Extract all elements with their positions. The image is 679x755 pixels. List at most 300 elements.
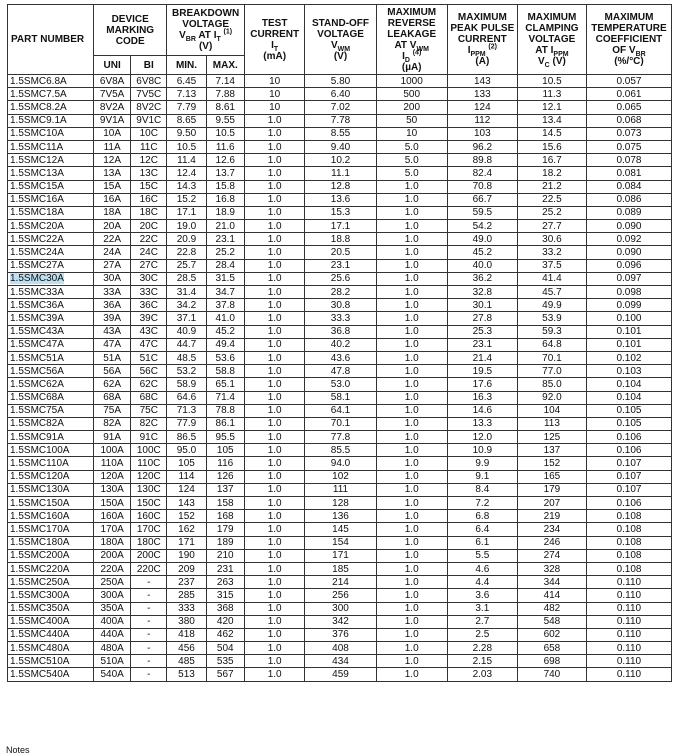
cell-breakdown-max: 71.4	[206, 391, 244, 404]
cell-standoff-voltage: 145	[305, 523, 376, 536]
cell-peak-pulse-current: 30.1	[447, 299, 517, 312]
cell-peak-pulse-current: 2.7	[447, 615, 517, 628]
cell-clamping-voltage: 77.0	[517, 365, 586, 378]
cell-breakdown-min: 25.7	[167, 259, 206, 272]
cell-peak-pulse-current: 6.4	[447, 523, 517, 536]
cell-peak-pulse-current: 66.7	[447, 193, 517, 206]
cell-temperature-coefficient: 0.108	[586, 536, 671, 549]
cell-breakdown-min: 7.13	[167, 88, 206, 101]
cell-standoff-voltage: 128	[305, 497, 376, 510]
cell-peak-pulse-current: 59.5	[447, 206, 517, 219]
table-row	[8, 75, 672, 88]
cell-breakdown-max: 10.5	[206, 127, 244, 140]
cell-part-number: 1.5SMC100A	[8, 444, 94, 457]
cell-breakdown-min: 40.9	[167, 325, 206, 338]
cell-test-current: 1.0	[244, 655, 305, 668]
cell-part-number: 1.5SMC10A	[8, 127, 94, 140]
cell-peak-pulse-current: 8.4	[447, 483, 517, 496]
cell-temperature-coefficient: 0.068	[586, 114, 671, 127]
cell-temperature-coefficient: 0.107	[586, 483, 671, 496]
header-uni: UNI	[94, 56, 131, 75]
cell-reverse-leakage: 1.0	[376, 246, 447, 259]
cell-breakdown-min: 44.7	[167, 338, 206, 351]
cell-test-current: 1.0	[244, 325, 305, 338]
cell-temperature-coefficient: 0.078	[586, 154, 671, 167]
cell-marking-bi: 160C	[131, 510, 167, 523]
table-row	[8, 668, 672, 681]
cell-marking-bi: 6V8C	[131, 75, 167, 88]
cell-temperature-coefficient: 0.106	[586, 431, 671, 444]
cell-test-current: 1.0	[244, 642, 305, 655]
cell-standoff-voltage: 33.3	[305, 312, 376, 325]
cell-standoff-voltage: 23.1	[305, 259, 376, 272]
cell-temperature-coefficient: 0.089	[586, 206, 671, 219]
cell-breakdown-max: 179	[206, 523, 244, 536]
cell-test-current: 1.0	[244, 470, 305, 483]
cell-standoff-voltage: 111	[305, 483, 376, 496]
cell-marking-uni: 82A	[94, 417, 131, 430]
cell-peak-pulse-current: 10.9	[447, 444, 517, 457]
cell-test-current: 1.0	[244, 154, 305, 167]
cell-test-current: 1.0	[244, 628, 305, 641]
cell-marking-bi: 150C	[131, 497, 167, 510]
cell-clamping-voltage: 27.7	[517, 220, 586, 233]
cell-clamping-voltage: 85.0	[517, 378, 586, 391]
cell-peak-pulse-current: 16.3	[447, 391, 517, 404]
cell-breakdown-min: 19.0	[167, 220, 206, 233]
table-row	[8, 88, 672, 101]
cell-clamping-voltage: 274	[517, 549, 586, 562]
cell-clamping-voltage: 37.5	[517, 259, 586, 272]
cell-temperature-coefficient: 0.107	[586, 457, 671, 470]
table-row	[8, 101, 672, 114]
cell-marking-bi: 33C	[131, 286, 167, 299]
table-row	[8, 497, 672, 510]
cell-reverse-leakage: 1.0	[376, 510, 447, 523]
cell-clamping-voltage: 22.5	[517, 193, 586, 206]
cell-peak-pulse-current: 7.2	[447, 497, 517, 510]
cell-reverse-leakage: 1.0	[376, 233, 447, 246]
cell-test-current: 1.0	[244, 220, 305, 233]
table-row	[8, 127, 672, 140]
cell-breakdown-min: 77.9	[167, 417, 206, 430]
cell-test-current: 1.0	[244, 338, 305, 351]
cell-reverse-leakage: 1.0	[376, 668, 447, 681]
cell-breakdown-max: 49.4	[206, 338, 244, 351]
cell-peak-pulse-current: 5.5	[447, 549, 517, 562]
cell-temperature-coefficient: 0.075	[586, 140, 671, 153]
cell-reverse-leakage: 1.0	[376, 628, 447, 641]
cell-clamping-voltage: 219	[517, 510, 586, 523]
cell-standoff-voltage: 376	[305, 628, 376, 641]
cell-marking-uni: 10A	[94, 127, 131, 140]
cell-marking-bi: -	[131, 615, 167, 628]
table-row	[8, 431, 672, 444]
cell-standoff-voltage: 6.40	[305, 88, 376, 101]
cell-clamping-voltage: 18.2	[517, 167, 586, 180]
cell-part-number: 1.5SMC480A	[8, 642, 94, 655]
cell-part-number: 1.5SMC180A	[8, 536, 94, 549]
cell-standoff-voltage: 12.8	[305, 180, 376, 193]
cell-reverse-leakage: 1.0	[376, 325, 447, 338]
cell-peak-pulse-current: 32.8	[447, 286, 517, 299]
cell-clamping-voltage: 12.1	[517, 101, 586, 114]
header-test-current: TEST CURRENT $I_T$ (mA)	[244, 5, 305, 75]
cell-test-current: 1.0	[244, 483, 305, 496]
header-clamping-voltage: MAXIMUM CLAMPING VOLTAGE AT $I_{PPM}$ $V_C$ (V)	[517, 5, 586, 75]
cell-standoff-voltage: 7.78	[305, 114, 376, 127]
table-row	[8, 457, 672, 470]
cell-standoff-voltage: 53.0	[305, 378, 376, 391]
cell-clamping-voltage: 49.9	[517, 299, 586, 312]
cell-breakdown-min: 37.1	[167, 312, 206, 325]
cell-breakdown-max: 58.8	[206, 365, 244, 378]
cell-marking-uni: 400A	[94, 615, 131, 628]
cell-test-current: 10	[244, 88, 305, 101]
cell-part-number: 1.5SMC120A	[8, 470, 94, 483]
cell-part-number: 1.5SMC400A	[8, 615, 94, 628]
cell-breakdown-min: 8.65	[167, 114, 206, 127]
cell-standoff-voltage: 8.55	[305, 127, 376, 140]
cell-breakdown-min: 17.1	[167, 206, 206, 219]
cell-clamping-voltage: 125	[517, 431, 586, 444]
cell-test-current: 1.0	[244, 206, 305, 219]
cell-clamping-voltage: 137	[517, 444, 586, 457]
cell-temperature-coefficient: 0.065	[586, 101, 671, 114]
table-row	[8, 417, 672, 430]
cell-test-current: 1.0	[244, 312, 305, 325]
cell-peak-pulse-current: 49.0	[447, 233, 517, 246]
cell-temperature-coefficient: 0.110	[586, 642, 671, 655]
cell-test-current: 1.0	[244, 167, 305, 180]
cell-breakdown-min: 28.5	[167, 272, 206, 285]
cell-temperature-coefficient: 0.099	[586, 299, 671, 312]
cell-peak-pulse-current: 40.0	[447, 259, 517, 272]
cell-clamping-voltage: 207	[517, 497, 586, 510]
cell-part-number: 1.5SMC220A	[8, 562, 94, 575]
cell-test-current: 1.0	[244, 286, 305, 299]
cell-peak-pulse-current: 54.2	[447, 220, 517, 233]
cell-breakdown-min: 15.2	[167, 193, 206, 206]
cell-marking-bi: 62C	[131, 378, 167, 391]
cell-temperature-coefficient: 0.104	[586, 391, 671, 404]
cell-part-number: 1.5SMC13A	[8, 167, 94, 180]
cell-peak-pulse-current: 2.03	[447, 668, 517, 681]
cell-reverse-leakage: 1.0	[376, 299, 447, 312]
cell-breakdown-max: 21.0	[206, 220, 244, 233]
cell-part-number: 1.5SMC22A	[8, 233, 94, 246]
cell-marking-uni: 510A	[94, 655, 131, 668]
cell-breakdown-min: 7.79	[167, 101, 206, 114]
cell-clamping-voltage: 602	[517, 628, 586, 641]
cell-peak-pulse-current: 2.28	[447, 642, 517, 655]
cell-standoff-voltage: 36.8	[305, 325, 376, 338]
cell-marking-uni: 75A	[94, 404, 131, 417]
cell-temperature-coefficient: 0.108	[586, 549, 671, 562]
cell-reverse-leakage: 500	[376, 88, 447, 101]
cell-test-current: 1.0	[244, 444, 305, 457]
cell-reverse-leakage: 1.0	[376, 497, 447, 510]
cell-part-number: 1.5SMC27A	[8, 259, 94, 272]
cell-standoff-voltage: 300	[305, 602, 376, 615]
cell-breakdown-max: 315	[206, 589, 244, 602]
cell-standoff-voltage: 85.5	[305, 444, 376, 457]
cell-marking-uni: 68A	[94, 391, 131, 404]
cell-peak-pulse-current: 13.3	[447, 417, 517, 430]
cell-breakdown-max: 12.6	[206, 154, 244, 167]
cell-reverse-leakage: 1.0	[376, 576, 447, 589]
cell-peak-pulse-current: 6.1	[447, 536, 517, 549]
cell-peak-pulse-current: 4.6	[447, 562, 517, 575]
cell-marking-bi: 51C	[131, 351, 167, 364]
cell-peak-pulse-current: 21.4	[447, 351, 517, 364]
cell-test-current: 1.0	[244, 404, 305, 417]
table-row	[8, 312, 672, 325]
cell-standoff-voltage: 11.1	[305, 167, 376, 180]
cell-peak-pulse-current: 3.6	[447, 589, 517, 602]
cell-breakdown-max: 65.1	[206, 378, 244, 391]
cell-breakdown-max: 210	[206, 549, 244, 562]
cell-standoff-voltage: 136	[305, 510, 376, 523]
cell-standoff-voltage: 77.8	[305, 431, 376, 444]
cell-breakdown-max: 28.4	[206, 259, 244, 272]
cell-breakdown-max: 53.6	[206, 351, 244, 364]
cell-temperature-coefficient: 0.110	[586, 589, 671, 602]
cell-breakdown-max: 535	[206, 655, 244, 668]
cell-test-current: 1.0	[244, 431, 305, 444]
cell-marking-bi: 91C	[131, 431, 167, 444]
cell-breakdown-min: 162	[167, 523, 206, 536]
table-row	[8, 220, 672, 233]
cell-temperature-coefficient: 0.110	[586, 628, 671, 641]
cell-reverse-leakage: 1.0	[376, 523, 447, 536]
cell-marking-uni: 130A	[94, 483, 131, 496]
cell-marking-bi: 13C	[131, 167, 167, 180]
cell-standoff-voltage: 28.2	[305, 286, 376, 299]
cell-test-current: 1.0	[244, 378, 305, 391]
cell-reverse-leakage: 1.0	[376, 483, 447, 496]
cell-breakdown-min: 171	[167, 536, 206, 549]
cell-marking-bi: 56C	[131, 365, 167, 378]
table-row	[8, 602, 672, 615]
cell-standoff-voltage: 7.02	[305, 101, 376, 114]
header-peak-pulse-current: MAXIMUM PEAK PULSE CURRENT $I_{PPM}$ $^{(2)}$ (A)	[447, 5, 517, 75]
cell-breakdown-max: 7.14	[206, 75, 244, 88]
cell-peak-pulse-current: 133	[447, 88, 517, 101]
cell-reverse-leakage: 5.0	[376, 140, 447, 153]
cell-clamping-voltage: 59.3	[517, 325, 586, 338]
cell-reverse-leakage: 1.0	[376, 589, 447, 602]
cell-marking-uni: 47A	[94, 338, 131, 351]
cell-breakdown-max: 567	[206, 668, 244, 681]
cell-reverse-leakage: 1.0	[376, 286, 447, 299]
cell-peak-pulse-current: 89.8	[447, 154, 517, 167]
cell-part-number: 1.5SMC82A	[8, 417, 94, 430]
header-standoff-voltage: STAND-OFF VOLTAGE $V_{WM}$ (V)	[305, 5, 376, 75]
cell-marking-uni: 8V2A	[94, 101, 131, 114]
cell-part-number: 1.5SMC9.1A	[8, 114, 94, 127]
cell-test-current: 10	[244, 101, 305, 114]
cell-peak-pulse-current: 143	[447, 75, 517, 88]
cell-breakdown-min: 48.5	[167, 351, 206, 364]
cell-part-number: 1.5SMC150A	[8, 497, 94, 510]
cell-marking-uni: 170A	[94, 523, 131, 536]
cell-part-number: 1.5SMC200A	[8, 549, 94, 562]
cell-marking-bi: 180C	[131, 536, 167, 549]
cell-test-current: 1.0	[244, 299, 305, 312]
table-row	[8, 378, 672, 391]
header-part-number: PART NUMBER	[8, 5, 94, 75]
cell-peak-pulse-current: 6.8	[447, 510, 517, 523]
cell-clamping-voltage: 658	[517, 642, 586, 655]
table-row	[8, 114, 672, 127]
cell-reverse-leakage: 200	[376, 101, 447, 114]
cell-breakdown-min: 10.5	[167, 140, 206, 153]
table-row	[8, 391, 672, 404]
cell-test-current: 1.0	[244, 180, 305, 193]
cell-breakdown-min: 11.4	[167, 154, 206, 167]
cell-test-current: 1.0	[244, 536, 305, 549]
cell-marking-uni: 110A	[94, 457, 131, 470]
cell-standoff-voltage: 20.5	[305, 246, 376, 259]
table-row	[8, 206, 672, 219]
cell-temperature-coefficient: 0.096	[586, 259, 671, 272]
cell-temperature-coefficient: 0.110	[586, 668, 671, 681]
cell-standoff-voltage: 17.1	[305, 220, 376, 233]
cell-temperature-coefficient: 0.098	[586, 286, 671, 299]
table-row	[8, 299, 672, 312]
cell-temperature-coefficient: 0.110	[586, 615, 671, 628]
cell-reverse-leakage: 10	[376, 127, 447, 140]
cell-standoff-voltage: 70.1	[305, 417, 376, 430]
table-row	[8, 589, 672, 602]
cell-part-number: 1.5SMC510A	[8, 655, 94, 668]
cell-breakdown-min: 124	[167, 483, 206, 496]
cell-clamping-voltage: 482	[517, 602, 586, 615]
cell-marking-bi: 120C	[131, 470, 167, 483]
cell-temperature-coefficient: 0.108	[586, 510, 671, 523]
cell-marking-bi: -	[131, 628, 167, 641]
cell-marking-bi: 8V2C	[131, 101, 167, 114]
cell-breakdown-min: 114	[167, 470, 206, 483]
cell-breakdown-max: 137	[206, 483, 244, 496]
cell-part-number: 1.5SMC75A	[8, 404, 94, 417]
table-row	[8, 444, 672, 457]
cell-breakdown-min: 31.4	[167, 286, 206, 299]
cell-part-number: 1.5SMC170A	[8, 523, 94, 536]
cell-marking-uni: 100A	[94, 444, 131, 457]
cell-peak-pulse-current: 25.3	[447, 325, 517, 338]
cell-part-number: 1.5SMC250A	[8, 576, 94, 589]
cell-marking-uni: 56A	[94, 365, 131, 378]
cell-part-number: 1.5SMC6.8A	[8, 75, 94, 88]
cell-reverse-leakage: 1.0	[376, 338, 447, 351]
cell-clamping-voltage: 53.9	[517, 312, 586, 325]
cell-breakdown-max: 13.7	[206, 167, 244, 180]
cell-breakdown-max: 11.6	[206, 140, 244, 153]
cell-marking-bi: -	[131, 589, 167, 602]
cell-temperature-coefficient: 0.104	[586, 378, 671, 391]
table-row	[8, 510, 672, 523]
cell-marking-bi: 20C	[131, 220, 167, 233]
cell-breakdown-max: 368	[206, 602, 244, 615]
cell-breakdown-max: 9.55	[206, 114, 244, 127]
cell-breakdown-min: 9.50	[167, 127, 206, 140]
cell-test-current: 10	[244, 75, 305, 88]
cell-breakdown-min: 285	[167, 589, 206, 602]
cell-part-number: 1.5SMC91A	[8, 431, 94, 444]
cell-marking-uni: 51A	[94, 351, 131, 364]
cell-breakdown-min: 53.2	[167, 365, 206, 378]
cell-peak-pulse-current: 103	[447, 127, 517, 140]
cell-reverse-leakage: 1.0	[376, 562, 447, 575]
cell-peak-pulse-current: 2.15	[447, 655, 517, 668]
cell-test-current: 1.0	[244, 391, 305, 404]
cell-marking-bi: 12C	[131, 154, 167, 167]
cell-marking-uni: 11A	[94, 140, 131, 153]
cell-test-current: 1.0	[244, 259, 305, 272]
cell-part-number: 1.5SMC20A	[8, 220, 94, 233]
cell-test-current: 1.0	[244, 510, 305, 523]
cell-part-number: 1.5SMC47A	[8, 338, 94, 351]
cell-breakdown-max: 95.5	[206, 431, 244, 444]
cell-peak-pulse-current: 36.2	[447, 272, 517, 285]
cell-part-number: 1.5SMC7.5A	[8, 88, 94, 101]
table-row	[8, 286, 672, 299]
cell-part-number: 1.5SMC540A	[8, 668, 94, 681]
cell-part-number: 1.5SMC110A	[8, 457, 94, 470]
cell-peak-pulse-current: 112	[447, 114, 517, 127]
table-body	[8, 75, 672, 682]
cell-breakdown-max: 41.0	[206, 312, 244, 325]
header-marking-code: DEVICE MARKING CODE	[94, 5, 167, 56]
cell-standoff-voltage: 434	[305, 655, 376, 668]
cell-test-current: 1.0	[244, 549, 305, 562]
cell-part-number: 1.5SMC16A	[8, 193, 94, 206]
cell-breakdown-min: 143	[167, 497, 206, 510]
table-row	[8, 325, 672, 338]
cell-breakdown-min: 22.8	[167, 246, 206, 259]
cell-test-current: 1.0	[244, 127, 305, 140]
cell-marking-bi: 200C	[131, 549, 167, 562]
cell-breakdown-min: 95.0	[167, 444, 206, 457]
cell-breakdown-max: 23.1	[206, 233, 244, 246]
table-row	[8, 536, 672, 549]
cell-reverse-leakage: 1.0	[376, 365, 447, 378]
cell-clamping-voltage: 21.2	[517, 180, 586, 193]
cell-breakdown-max: 116	[206, 457, 244, 470]
cell-marking-uni: 13A	[94, 167, 131, 180]
cell-standoff-voltage: 154	[305, 536, 376, 549]
cell-marking-uni: 150A	[94, 497, 131, 510]
cell-reverse-leakage: 1.0	[376, 470, 447, 483]
cell-reverse-leakage: 1.0	[376, 602, 447, 615]
cell-peak-pulse-current: 9.9	[447, 457, 517, 470]
cell-temperature-coefficient: 0.090	[586, 220, 671, 233]
cell-marking-bi: 16C	[131, 193, 167, 206]
cell-breakdown-max: 231	[206, 562, 244, 575]
cell-reverse-leakage: 1.0	[376, 312, 447, 325]
cell-test-current: 1.0	[244, 417, 305, 430]
table-row	[8, 549, 672, 562]
cell-clamping-voltage: 328	[517, 562, 586, 575]
cell-peak-pulse-current: 14.6	[447, 404, 517, 417]
cell-breakdown-min: 456	[167, 642, 206, 655]
cell-standoff-voltage: 40.2	[305, 338, 376, 351]
cell-part-number: 1.5SMC62A	[8, 378, 94, 391]
cell-breakdown-max: 8.61	[206, 101, 244, 114]
cell-peak-pulse-current: 12.0	[447, 431, 517, 444]
